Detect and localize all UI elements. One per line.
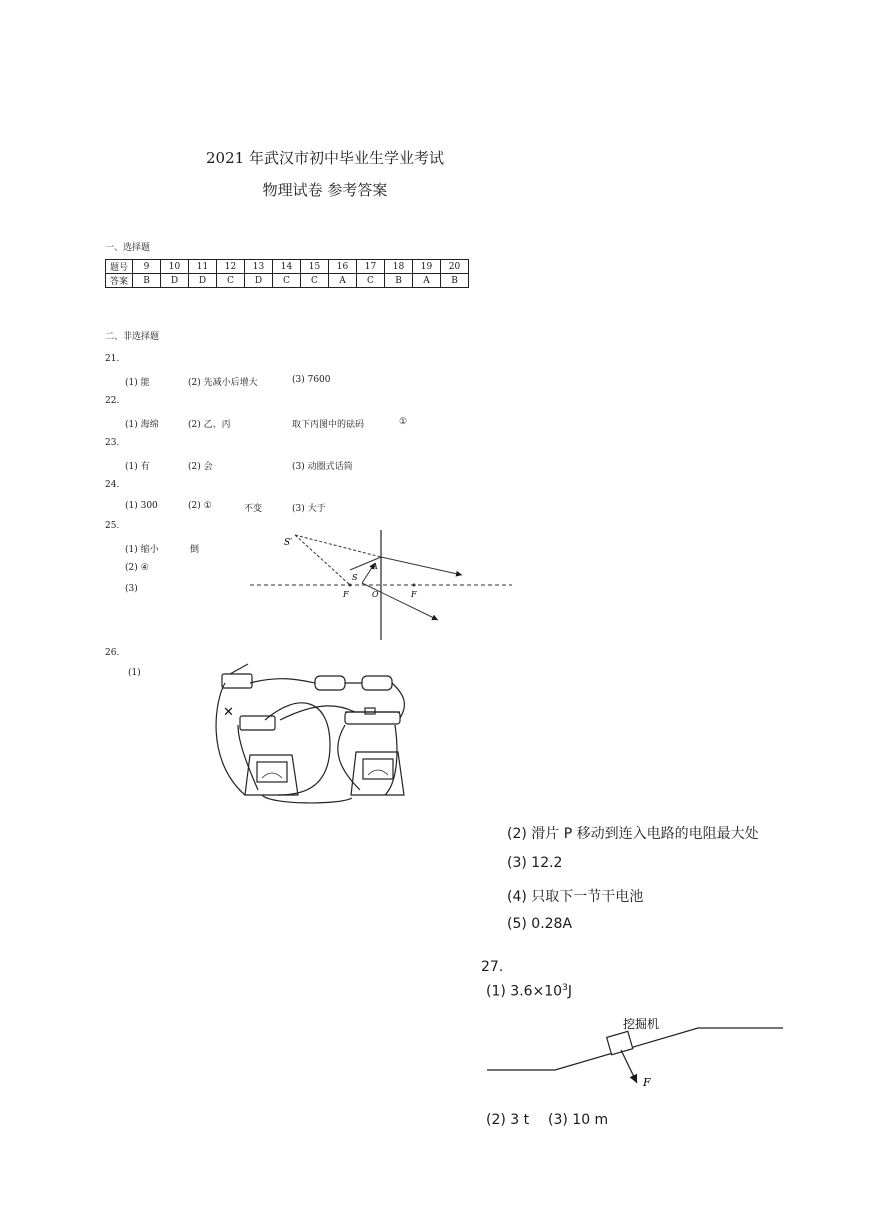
table-cell: B xyxy=(441,274,469,288)
exam-subtitle: 物理试卷 参考答案 xyxy=(262,181,388,199)
table-cell: 9 xyxy=(133,260,161,274)
q26-answer-3: (3) 12.2 xyxy=(507,855,563,871)
table-header-cell: 题号 xyxy=(106,260,133,274)
table-cell: D xyxy=(245,274,273,288)
q21-answer-1: (1) 能 xyxy=(125,378,150,388)
table-cell: 18 xyxy=(385,260,413,274)
q26-answer-2: (2) 滑片 P 移动到连入电路的电阻最大处 xyxy=(507,826,759,842)
table-cell: 14 xyxy=(273,260,301,274)
q23-number: 23. xyxy=(105,438,120,448)
q22-answer-3: 取下丙图中的砝码 xyxy=(292,420,365,430)
q26-answer-4: (4) 只取下一节干电池 xyxy=(507,889,644,905)
label-s-prime: S′ xyxy=(284,538,293,548)
q27-answer-1-base: (1) 3.6×10 xyxy=(486,983,563,1000)
table-cell: 12 xyxy=(217,260,245,274)
table-cell: 15 xyxy=(301,260,329,274)
wrong-wire-mark-icon: ✕ xyxy=(223,705,234,720)
table-cell: 19 xyxy=(413,260,441,274)
table-cell: C xyxy=(301,274,329,288)
force-arrow xyxy=(621,1050,637,1083)
table-cell: 10 xyxy=(161,260,189,274)
q22-number: 22. xyxy=(105,396,120,406)
q24-answer-2: (2) ① xyxy=(188,501,212,511)
table-cell: D xyxy=(161,274,189,288)
table-cell: 20 xyxy=(441,260,469,274)
q23-answer-2: (2) 会 xyxy=(188,462,213,472)
q25-answer-1: (1) 缩小 xyxy=(125,545,159,555)
excavator-box xyxy=(607,1031,633,1054)
label-f-right: F xyxy=(411,590,417,599)
q27-number: 27. xyxy=(481,959,504,975)
table-cell: C xyxy=(217,274,245,288)
q24-answer-4: (3) 大于 xyxy=(292,504,326,514)
label-o: O xyxy=(372,590,379,599)
q22-answer-4: ① xyxy=(399,417,408,427)
q22-answer-1: (1) 海绵 xyxy=(125,420,159,430)
table-header-cell: 答案 xyxy=(106,274,133,288)
q25-number: 25. xyxy=(105,521,120,531)
q24-answer-3: 不变 xyxy=(244,504,263,514)
table-cell: C xyxy=(357,274,385,288)
q21-number: 21. xyxy=(105,354,120,364)
q27-answer-1-unit: J xyxy=(567,983,572,1000)
table-cell: 11 xyxy=(189,260,217,274)
table-cell: B xyxy=(133,274,161,288)
table-cell: 17 xyxy=(357,260,385,274)
q24-answer-1: (1) 300 xyxy=(125,501,158,511)
q25-answer-3: (3) xyxy=(125,584,138,594)
q26-answer-1: (1) xyxy=(128,668,141,678)
q27-answer-1-exponent: 3 xyxy=(562,983,568,993)
table-cell: A xyxy=(329,274,357,288)
table-cell: C xyxy=(273,274,301,288)
table-cell: 16 xyxy=(329,260,357,274)
q21-answer-3: (3) 7600 xyxy=(292,375,331,385)
table-cell: B xyxy=(385,274,413,288)
label-a: A xyxy=(372,562,378,571)
label-s: S xyxy=(352,573,358,582)
q26-number: 26. xyxy=(105,648,120,658)
ground-line xyxy=(487,1028,783,1070)
force-label: F xyxy=(643,1076,651,1089)
q27-answer-2: (2) 3 t xyxy=(486,1112,530,1128)
q25-answer-1b: 倒 xyxy=(190,545,200,555)
table-cell: 13 xyxy=(245,260,273,274)
label-f-left: F xyxy=(343,590,349,599)
q24-number: 24. xyxy=(105,480,120,490)
section-choice-heading: 一、选择题 xyxy=(105,243,151,253)
q22-answer-2: (2) 乙、丙 xyxy=(188,420,231,430)
q23-answer-1: (1) 有 xyxy=(125,462,150,472)
q25-answer-2: (2) ④ xyxy=(125,563,149,573)
section-nonchoice-heading: 二、非选择题 xyxy=(105,332,160,342)
table-cell: A xyxy=(413,274,441,288)
q27-answer-3: (3) 10 m xyxy=(548,1112,609,1128)
q26-answer-5: (5) 0.28A xyxy=(507,916,573,932)
excavator-label: 挖掘机 xyxy=(623,1017,660,1031)
exam-title: 2021 年武汉市初中毕业生学业考试 xyxy=(206,149,444,167)
q21-answer-2: (2) 先减小后增大 xyxy=(188,378,258,388)
table-cell: D xyxy=(189,274,217,288)
q23-answer-3: (3) 动圈式话筒 xyxy=(292,462,353,472)
